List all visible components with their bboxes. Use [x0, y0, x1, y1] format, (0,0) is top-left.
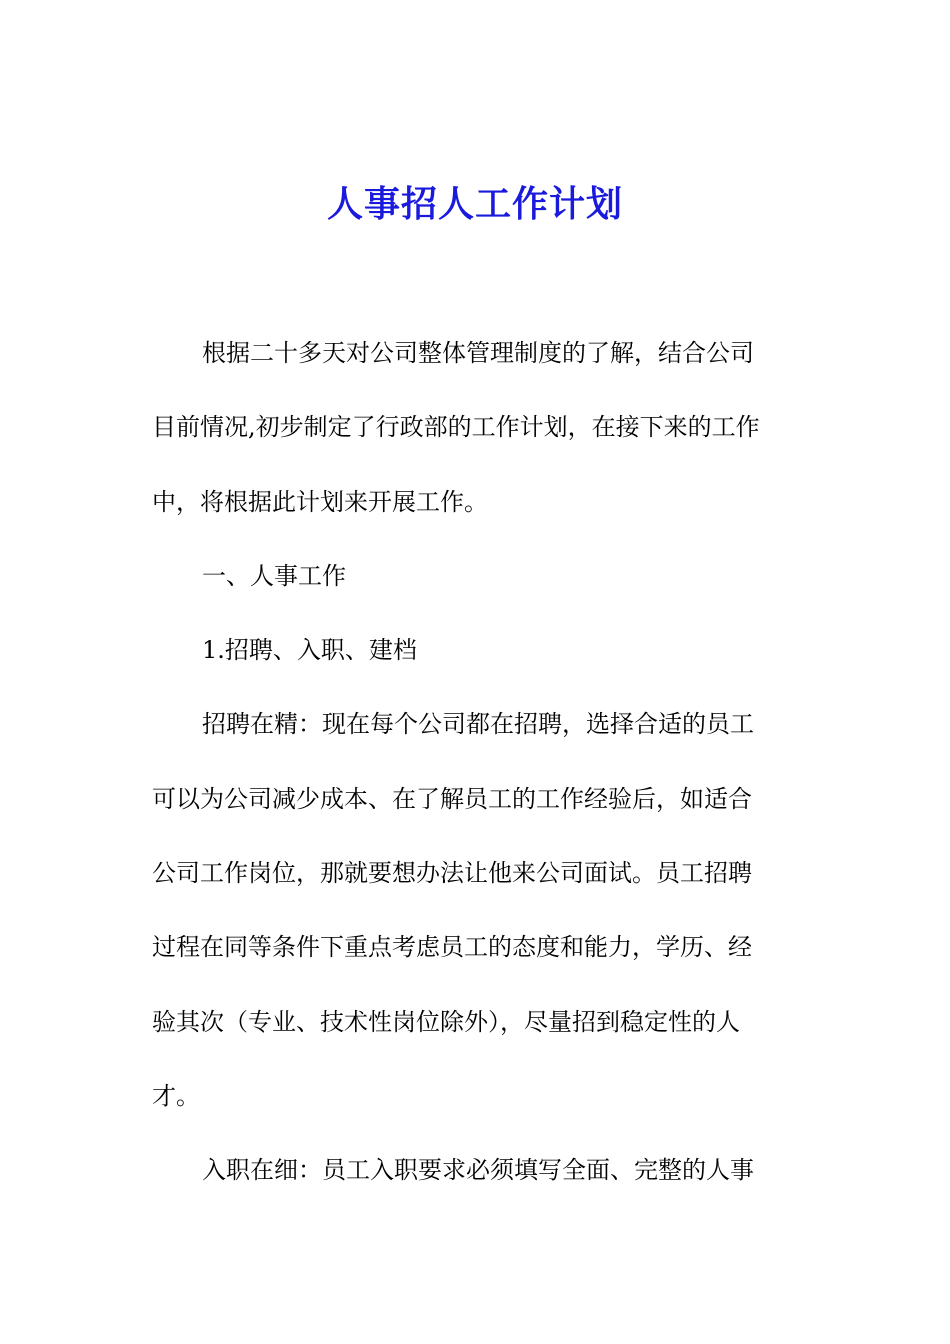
document-title: 人事招人工作计划 [326, 183, 623, 225]
paragraph-line: 才。 [152, 1081, 200, 1110]
paragraph-line: 过程在同等条件下重点考虑员工的态度和能力，学历、经 [152, 933, 752, 962]
paragraph-line: 招聘在精：现在每个公司都在招聘，选择合适的员工 [202, 710, 754, 739]
paragraph-line: 验其次（专业、技术性岗位除外），尽量招到稳定性的人 [152, 1007, 740, 1036]
paragraph-line: 公司工作岗位，那就要想办法让他来公司面试。员工招聘 [152, 859, 752, 888]
subsection-heading: 1.招聘、入职、建档 [202, 636, 417, 665]
paragraph-line: 目前情况,初步制定了行政部的工作计划，在接下来的工作 [152, 413, 760, 442]
paragraph-line: 中，将根据此计划来开展工作。 [152, 487, 488, 516]
paragraph-line: 入职在细：员工入职要求必须填写全面、完整的人事 [202, 1156, 754, 1185]
section-heading: 一、人事工作 [202, 561, 346, 590]
document-body [152, 323, 800, 1215]
paragraph-line: 根据二十多天对公司整体管理制度的了解，结合公司 [202, 339, 754, 367]
paragraph-line: 可以为公司减少成本、在了解员工的工作经验后，如适合 [152, 784, 752, 813]
